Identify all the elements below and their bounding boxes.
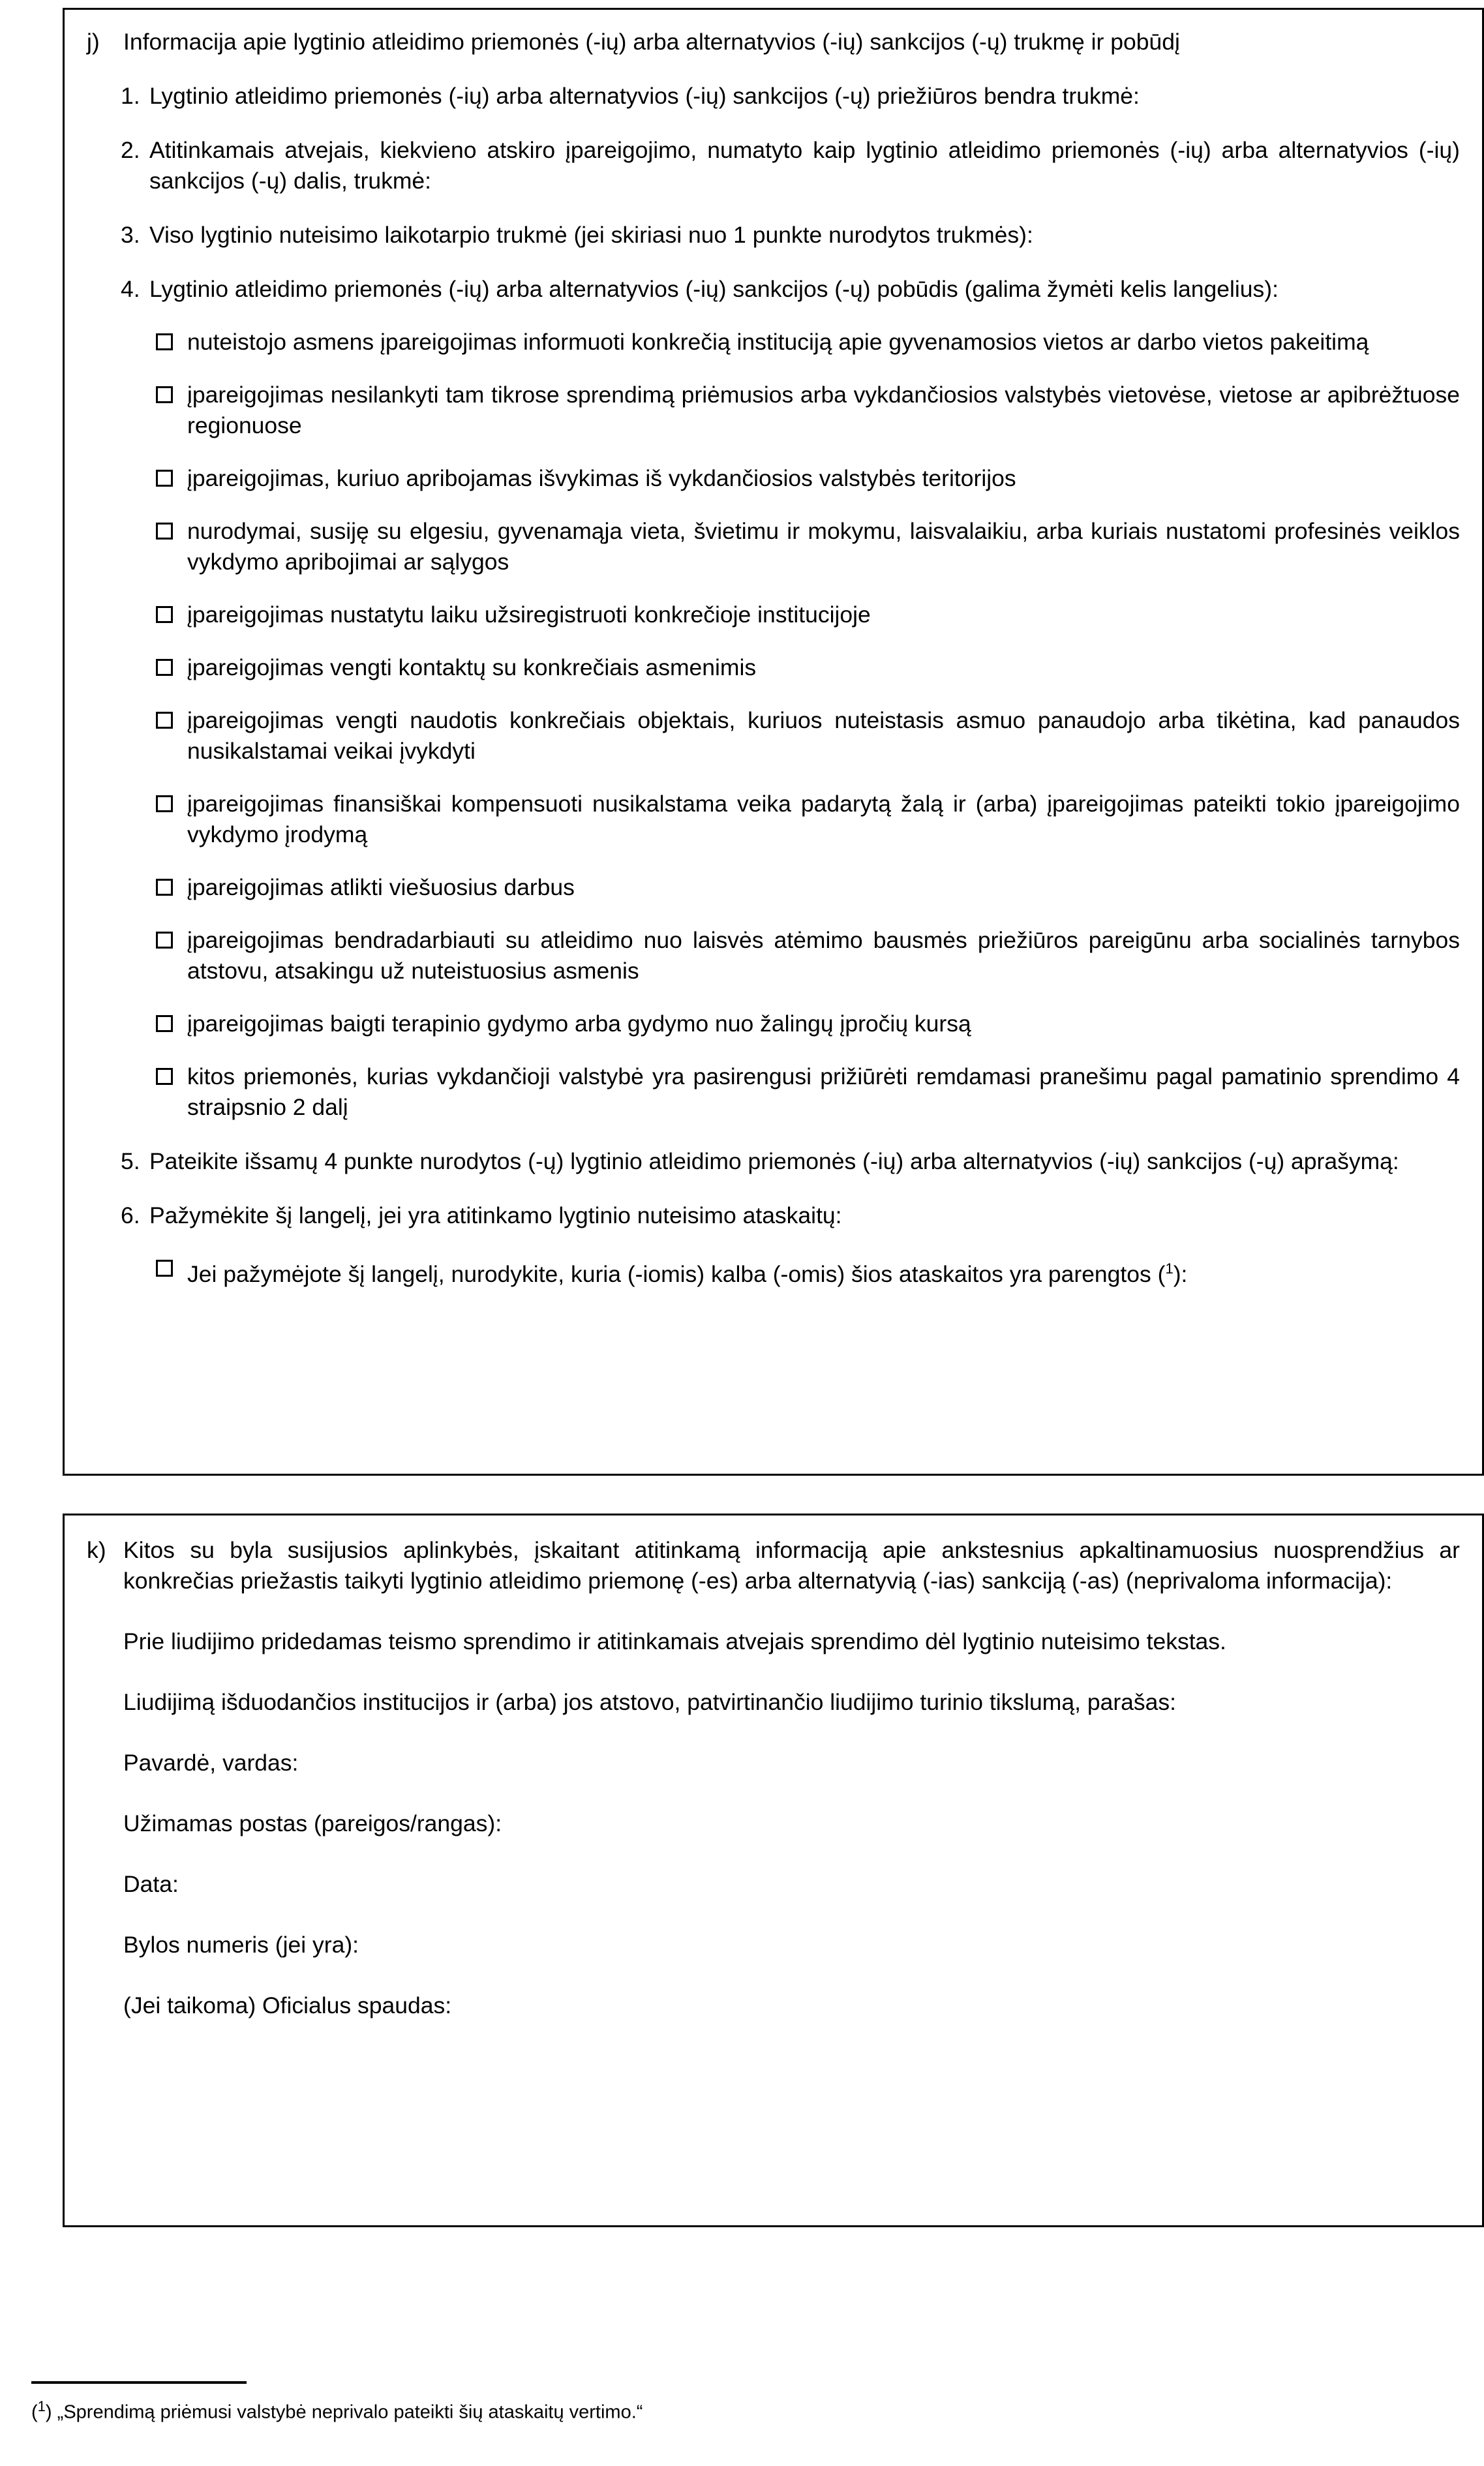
checkbox-icon[interactable] bbox=[156, 470, 173, 487]
checkbox-option-row[interactable] bbox=[156, 463, 1460, 494]
footnote-marker-open: ( bbox=[31, 2401, 38, 2423]
official-seal-field-label: (Jei taikoma) Oficialus spaudas: bbox=[123, 1992, 452, 2018]
checkbox-option-row[interactable] bbox=[156, 516, 1460, 577]
checkbox-option-label: įpareigojimas atlikti viešuosius darbus bbox=[187, 874, 575, 900]
checkbox-icon[interactable] bbox=[156, 659, 173, 676]
section-k-heading-row bbox=[87, 1535, 1460, 1596]
case-number-field-label: Bylos numeris (jei yra): bbox=[123, 1932, 359, 1958]
checkbox-option-label: įpareigojimas finansiškai kompensuoti nusikalstama veika padarytą žalą ir (arba) įpareigojimas pateikti tokio įpareigojimo vykdymo įrodymą bbox=[187, 791, 1460, 847]
report-language-tail: ): bbox=[1173, 1260, 1188, 1287]
numbered-item-4-text: Lygtinio atleidimo priemonės (-ių) arba alternatyvios (-ių) sankcijos (-ų) pobūdis (galima žymėti kelis langelius): bbox=[149, 276, 1279, 302]
footnote-text-line bbox=[31, 2394, 1453, 2425]
checkbox-option-label: įpareigojimas vengti naudotis konkrečiais objektais, kuriuos nuteistasis asmuo panaudojo arba tikėtina, kad panaudos nusikalstamai veikai įvykdyti bbox=[187, 707, 1460, 764]
checkbox-option-row[interactable] bbox=[156, 789, 1460, 850]
section-j-heading: Informacija apie lygtinio atleidimo priemonės (-ių) arba alternatyvios (-ių) sankcijos (-ų) trukmę ir pobūdį bbox=[123, 29, 1180, 55]
checkbox-option-label: nuteistojo asmens įpareigojimas informuoti konkrečią instituciją apie gyvenamosios vietos ar darbo vietos pakeitimą bbox=[187, 329, 1369, 355]
numbered-item-2-number: 2. bbox=[121, 137, 140, 163]
checkbox-option-label: nurodymai, susiję su elgesiu, gyvenamąja vieta, švietimu ir mokymu, laisvalaikiu, arba kuriais nustatomi profesinės veiklos vykdymo apribojimai ar sąlygos bbox=[187, 518, 1460, 575]
checkbox-option-row[interactable] bbox=[156, 327, 1460, 358]
date-field-label: Data: bbox=[123, 1871, 179, 1897]
numbered-item-2-text: Atitinkamais atvejais, kiekvieno atskiro įpareigojimo, numatyto kaip lygtinio atleidimo priemonės (-ių) arba alternatyvios (-ių) sankcijos (-ų) dalis, trukmė: bbox=[149, 137, 1460, 194]
section-j-box bbox=[63, 8, 1484, 1476]
numbered-item-5-number: 5. bbox=[121, 1148, 140, 1174]
measure-type-checkbox-list bbox=[87, 327, 1460, 1123]
numbered-item-4 bbox=[87, 274, 1460, 305]
footnote-body: „Sprendimą priėmusi valstybė neprivalo pateikti šių ataskaitų vertimo.“ bbox=[57, 2401, 643, 2423]
section-j-letter: j) bbox=[87, 29, 100, 55]
checkbox-icon[interactable] bbox=[156, 386, 173, 403]
report-language-checkbox-group bbox=[87, 1253, 1460, 1290]
numbered-item-2 bbox=[87, 135, 1460, 196]
section-k-letter: k) bbox=[87, 1537, 106, 1563]
checkbox-icon[interactable] bbox=[156, 879, 173, 896]
checkbox-icon[interactable] bbox=[156, 1260, 173, 1277]
numbered-item-3-number: 3. bbox=[121, 222, 140, 248]
numbered-item-4-number: 4. bbox=[121, 276, 140, 302]
checkbox-option-row[interactable] bbox=[156, 1253, 1460, 1290]
numbered-item-1 bbox=[87, 81, 1460, 112]
checkbox-icon[interactable] bbox=[156, 932, 173, 949]
checkbox-icon[interactable] bbox=[156, 523, 173, 540]
judgment-attachment-note: Prie liudijimo pridedamas teismo sprendimo ir atitinkamais atvejais sprendimo dėl lygtinio nuteisimo tekstas. bbox=[123, 1628, 1226, 1654]
checkbox-icon[interactable] bbox=[156, 333, 173, 350]
section-k-heading: Kitos su byla susijusios aplinkybės, įskaitant atitinkamą informaciją apie ankstesnius apkaltinamuosius nuosprendžius ar konkrečias priežastis taikyti lygtinio atleidimo priemonę (-es) arba alternatyvią (-ias) sankciją (-as) (neprivaloma informacija): bbox=[123, 1537, 1460, 1594]
footnote-marker-number: 1 bbox=[37, 2398, 46, 2414]
report-language-text: Jei pažymėjote šį langelį, nurodykite, kuria (-iomis) kalba (-omis) šios ataskaitos yra parengtos ( bbox=[187, 1260, 1166, 1287]
numbered-item-5-text: Pateikite išsamų 4 punkte nurodytos (-ų) lygtinio atleidimo priemonės (-ių) arba alternatyvios (-ių) sankcijos (-ų) aprašymą: bbox=[149, 1148, 1399, 1174]
footnote-ref-superscript: 1 bbox=[1165, 1260, 1174, 1277]
numbered-item-3 bbox=[87, 220, 1460, 251]
checkbox-option-label: įpareigojimas bendradarbiauti su atleidimo nuo laisvės atėmimo bausmės priežiūros pareigūnu arba socialinės tarnybos atstovu, atsakingu už nuteistuosius asmenis bbox=[187, 927, 1460, 984]
numbered-item-1-text: Lygtinio atleidimo priemonės (-ių) arba alternatyvios (-ių) sankcijos (-ų) priežiūros bendra trukmė: bbox=[149, 83, 1140, 109]
checkbox-option-label: įpareigojimas nesilankyti tam tikrose sprendimą priėmusios arba vykdančiosios valstybės vietovėse, vietose ar apibrėžtuose regionuose bbox=[187, 382, 1460, 438]
checkbox-option-label: įpareigojimas baigti terapinio gydymo arba gydymo nuo žalingų įpročių kursą bbox=[187, 1011, 971, 1037]
checkbox-option-row[interactable] bbox=[156, 705, 1460, 767]
checkbox-option-row[interactable] bbox=[156, 380, 1460, 441]
checkbox-option-label: įpareigojimas vengti kontaktų su konkrečiais asmenimis bbox=[187, 654, 757, 680]
checkbox-icon[interactable] bbox=[156, 1068, 173, 1085]
numbered-item-6-number: 6. bbox=[121, 1202, 140, 1228]
name-field-label: Pavardė, vardas: bbox=[123, 1750, 299, 1776]
checkbox-option-label: kitos priemonės, kurias vykdančioji valstybė yra pasirengusi prižiūrėti remdamasi pranešimu pagal pamatinio sprendimo 4 straipsnio 2 dalį bbox=[187, 1063, 1460, 1120]
checkbox-icon[interactable] bbox=[156, 606, 173, 623]
post-field-label: Užimamas postas (pareigos/rangas): bbox=[123, 1810, 502, 1836]
report-language-label bbox=[187, 1253, 1460, 1290]
numbered-item-6-text: Pažymėkite šį langelį, jei yra atitinkamo lygtinio nuteisimo ataskaitų: bbox=[149, 1202, 842, 1228]
footnote-area bbox=[31, 2381, 1453, 2425]
checkbox-option-label: įpareigojimas, kuriuo apribojamas išvykimas iš vykdančiosios valstybės teritorijos bbox=[187, 465, 1016, 491]
checkbox-icon[interactable] bbox=[156, 795, 173, 812]
checkbox-option-row[interactable] bbox=[156, 652, 1460, 683]
checkbox-option-row[interactable] bbox=[156, 1061, 1460, 1123]
numbered-item-3-text: Viso lygtinio nuteisimo laikotarpio trukmė (jei skiriasi nuo 1 punkte nurodytos trukmės): bbox=[149, 222, 1033, 248]
numbered-item-5 bbox=[87, 1146, 1460, 1177]
footnote-marker-close: ) bbox=[45, 2401, 52, 2423]
section-j-heading-row bbox=[87, 27, 1460, 57]
checkbox-option-row[interactable] bbox=[156, 1009, 1460, 1039]
checkbox-option-label: įpareigojimas nustatytu laiku užsiregistruoti konkrečioje institucijoje bbox=[187, 601, 871, 628]
checkbox-option-row[interactable] bbox=[156, 925, 1460, 986]
checkbox-option-row[interactable] bbox=[156, 600, 1460, 630]
footnote-separator-rule bbox=[31, 2381, 247, 2384]
checkbox-icon[interactable] bbox=[156, 712, 173, 729]
checkbox-option-row[interactable] bbox=[156, 872, 1460, 903]
section-k-box bbox=[63, 1514, 1484, 2227]
numbered-item-6 bbox=[87, 1200, 1460, 1231]
signature-line-label: Liudijimą išduodančios institucijos ir (arba) jos atstovo, patvirtinančio liudijimo turinio tikslumą, parašas: bbox=[123, 1689, 1176, 1715]
numbered-item-1-number: 1. bbox=[121, 83, 140, 109]
checkbox-icon[interactable] bbox=[156, 1015, 173, 1032]
